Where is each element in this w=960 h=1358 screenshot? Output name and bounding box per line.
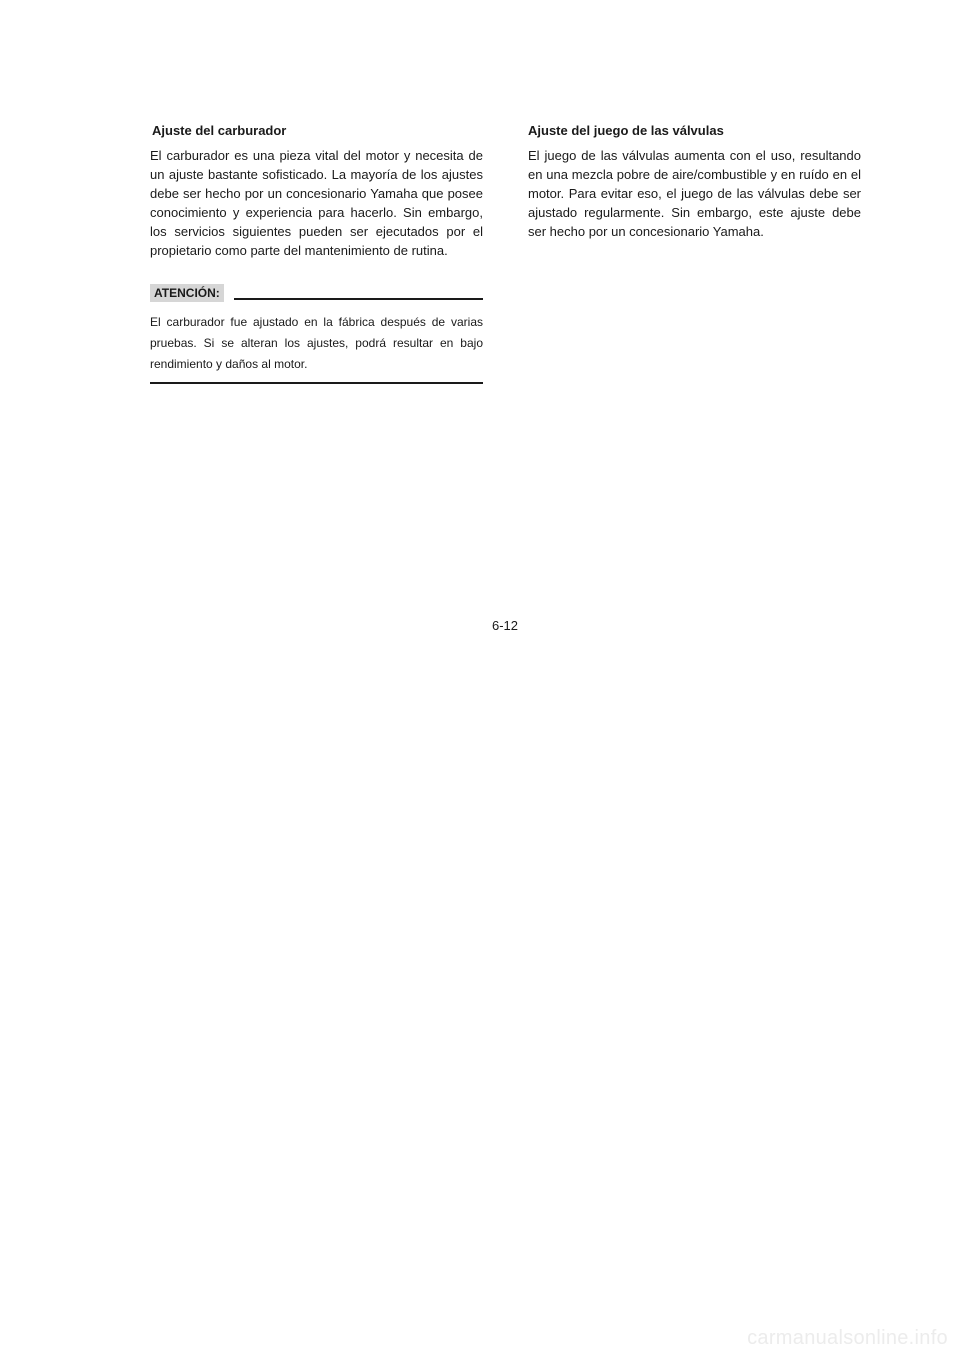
section-title-valves: Ajuste del juego de las válvulas <box>528 123 724 138</box>
attention-text: El carburador fue ajustado en la fábrica después de varias pruebas. Si se alteran los ajustes, podrá resultar en bajo rendimiento y daños al motor. <box>150 315 483 371</box>
attention-box <box>150 284 483 384</box>
attention-header <box>150 284 483 302</box>
attention-bottom-rule <box>150 382 483 384</box>
page-number: 6-12 <box>491 618 519 633</box>
carburetor-paragraph: El carburador es una pieza vital del motor y necesita de un ajuste bastante sofisticado. La mayoría de los ajustes debe ser hecho por un concesionario Yamaha que posee conocimiento y experiencia para hacerlo. Sin embargo, los servicios siguientes pueden ser ejecutados por el propietario como parte del mantenimiento de rutina. <box>150 148 483 258</box>
section-valve-clearance <box>528 122 861 241</box>
attention-label: ATENCIÓN: <box>150 284 224 302</box>
watermark: carmanualsonline.info <box>747 1327 948 1349</box>
section-title-carburetor: Ajuste del carburador <box>152 123 287 138</box>
section-carburetor <box>150 122 483 384</box>
valves-paragraph: El juego de las válvulas aumenta con el uso, resultando en una mezcla pobre de aire/combustible y en ruído en el motor. Para evitar eso, el juego de las válvulas debe ser ajustado regularmente. Sin embargo, este ajuste debe ser hecho por un concesionario Yamaha. <box>528 148 861 239</box>
attention-top-rule <box>234 298 483 300</box>
